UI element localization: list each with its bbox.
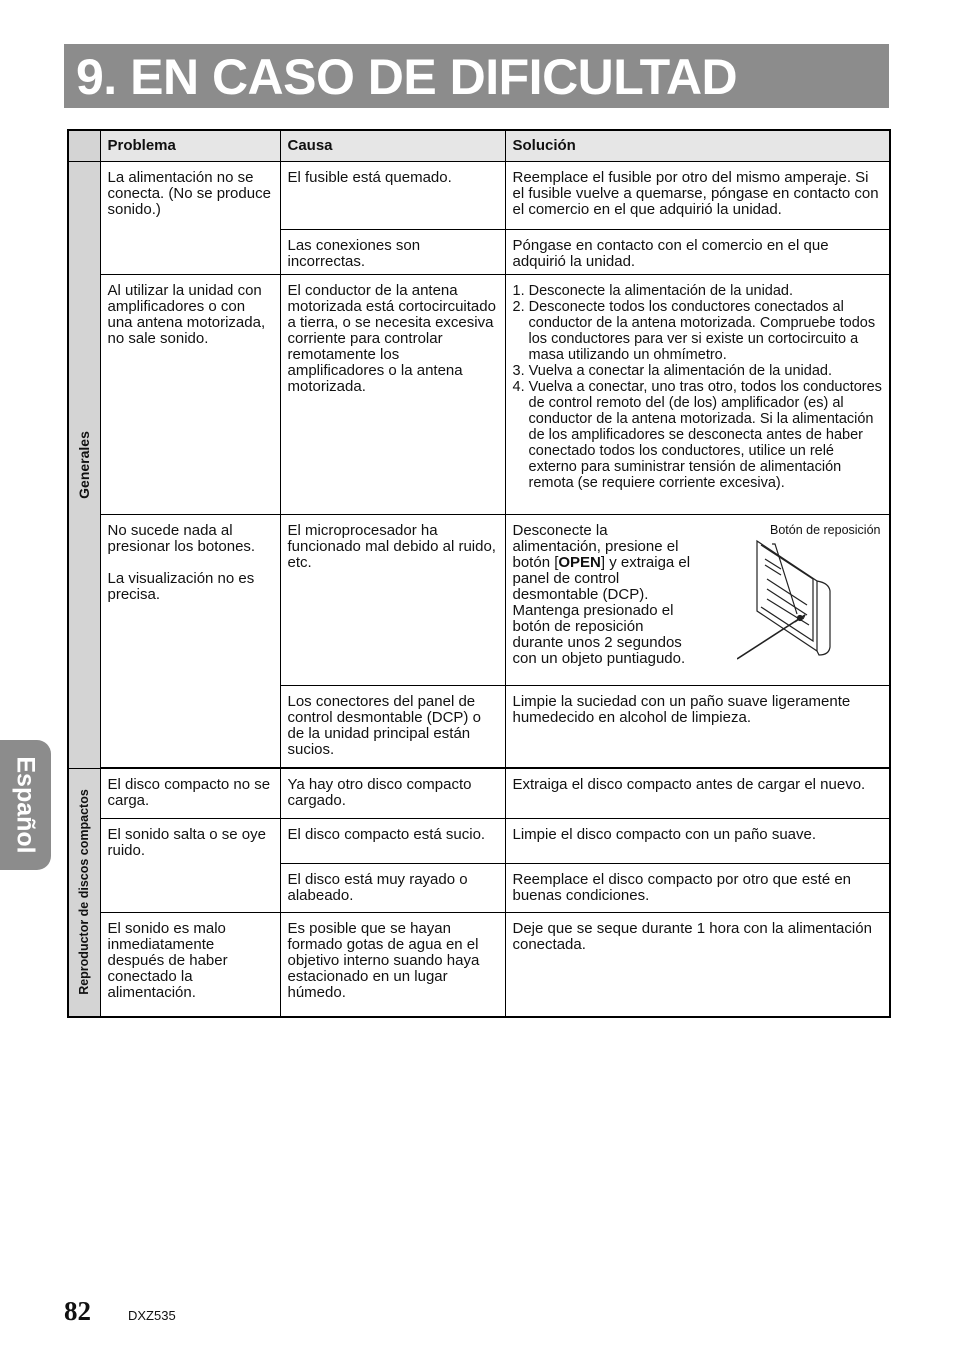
solution-cell [505,515,890,686]
cause-cell: El fusible está quemado. [280,162,505,230]
table-row [68,769,890,819]
title-bar [64,44,889,108]
reset-button-illustration-icon [737,519,887,669]
table-row [68,819,890,864]
solution-step: 3. Vuelva a conectar la alimentación de la unidad. [512,363,832,379]
cause-cell: Los conectores del panel de control desmontable (DCP) o de la unidad principal están sucios. [280,686,505,768]
solution-cell: Póngase en contacto con el comercio en el que adquirió la unidad. [505,230,890,275]
solution-cell: Deje que se seque durante 1 hora con la alimentación conectada. [505,913,890,1017]
problem-cell: El disco compacto no se carga. [100,769,280,819]
table-row [68,515,890,686]
category-general [68,162,100,769]
table-row [68,275,890,515]
problem-cell: La alimentación no se conecta. (No se produce sonido.) [100,162,280,275]
reset-solution [513,523,884,683]
cause-cell: Las conexiones son incorrectas. [280,230,505,275]
problem-cell: El sonido es malo inmediatamente después de haber conectado la alimentación. [100,913,280,1017]
header-solution: Solución [505,130,890,162]
reset-text-end: ] y extraiga el panel de control desmontable (DCP). Mantenga presionado el botón de reposición durante unos 2 segundos con un objeto puntiagudo. [512,554,691,667]
model-number: DXZ535 [128,1308,176,1323]
troubleshooting-table [67,129,891,1018]
problem-cell: Al utilizar la unidad con amplificadores o con una antena motorizada, no sale sonido. [100,275,280,515]
page-title: 9. EN CASO DE DIFICULTAD [76,49,738,105]
cause-cell: Ya hay otro disco compacto cargado. [280,769,505,819]
language-tab [0,740,51,870]
solution-cell [505,275,890,515]
table-header-row [68,130,890,162]
reset-figure [737,519,887,669]
category-cd-label: Reproductor de discos compactos [77,789,92,996]
table-row [68,913,890,1017]
solution-cell: Limpie la suciedad con un paño suave ligeramente humedecido en alcohol de limpieza. [505,686,890,768]
problem-text: No sucede nada al presionar los botones. [107,522,256,555]
table-row [68,162,890,230]
cause-cell: El disco está muy rayado o alabeado. [280,864,505,913]
solution-step: 1. Desconecte la alimentación de la unidad. [512,283,794,299]
cause-cell: El conductor de la antena motorizada está cortocircuitado a tierra, o se necesita excesiva corriente para controlar remotamente los amplificadores o la antena motorizada. [280,275,505,515]
category-general-label: Generales [76,431,93,499]
problem-cell [100,515,280,768]
open-key-label: OPEN [558,554,601,571]
header-cause: Causa [280,130,505,162]
reset-text-start: Desconecte la alimentación, presione el botón [ [512,522,679,571]
solution-cell: Limpie el disco compacto con un paño suave. [505,819,890,864]
reset-button-label: Botón de reposición [770,523,881,537]
cause-cell: Es posible que se hayan formado gotas de agua en el objetivo interno suando haya estacionado en un lugar húmedo. [280,913,505,1017]
language-tab-label: Español [11,756,40,854]
cause-cell: El disco compacto está sucio. [280,819,505,864]
problem-cell: El sonido salta o se oye ruido. [100,819,280,913]
solution-cell: Reemplace el disco compacto por otro que esté en buenas condiciones. [505,864,890,913]
header-corner [68,130,100,162]
reset-instructions [513,523,693,667]
header-problem: Problema [100,130,280,162]
category-cd [68,769,100,1017]
page-number: 82 [64,1296,91,1326]
solution-step: 4. Vuelva a conectar, uno tras otro, todos los conductores de control remoto del (de los) amplificador (es) al conductor de la antena motorizada. Si la alimentación de los amplificadores se desconecta antes de haber conectado todos los conductores, utilice un relé externo para suministrar tensión de alimentación remota (se requiere corriente excesiva). [512,379,882,491]
solution-steps [513,283,884,491]
problem-text: La visualización no es precisa. [107,570,255,603]
solution-cell: Extraiga el disco compacto antes de cargar el nuevo. [505,769,890,819]
cause-cell: El microprocesador ha funcionado mal debido al ruido, etc. [280,515,505,686]
solution-step: 2. Desconecte todos los conductores conectados al conductor de la antena motorizada. Compruebe todos los conductores para ver si existe un cortocircuito a masa utilizando un ohmímetro. [512,299,876,363]
solution-cell: Reemplace el fusible por otro del mismo amperaje. Si el fusible vuelve a quemarse, póngase en contacto con el comercio en el que adquirió la unidad. [505,162,890,230]
